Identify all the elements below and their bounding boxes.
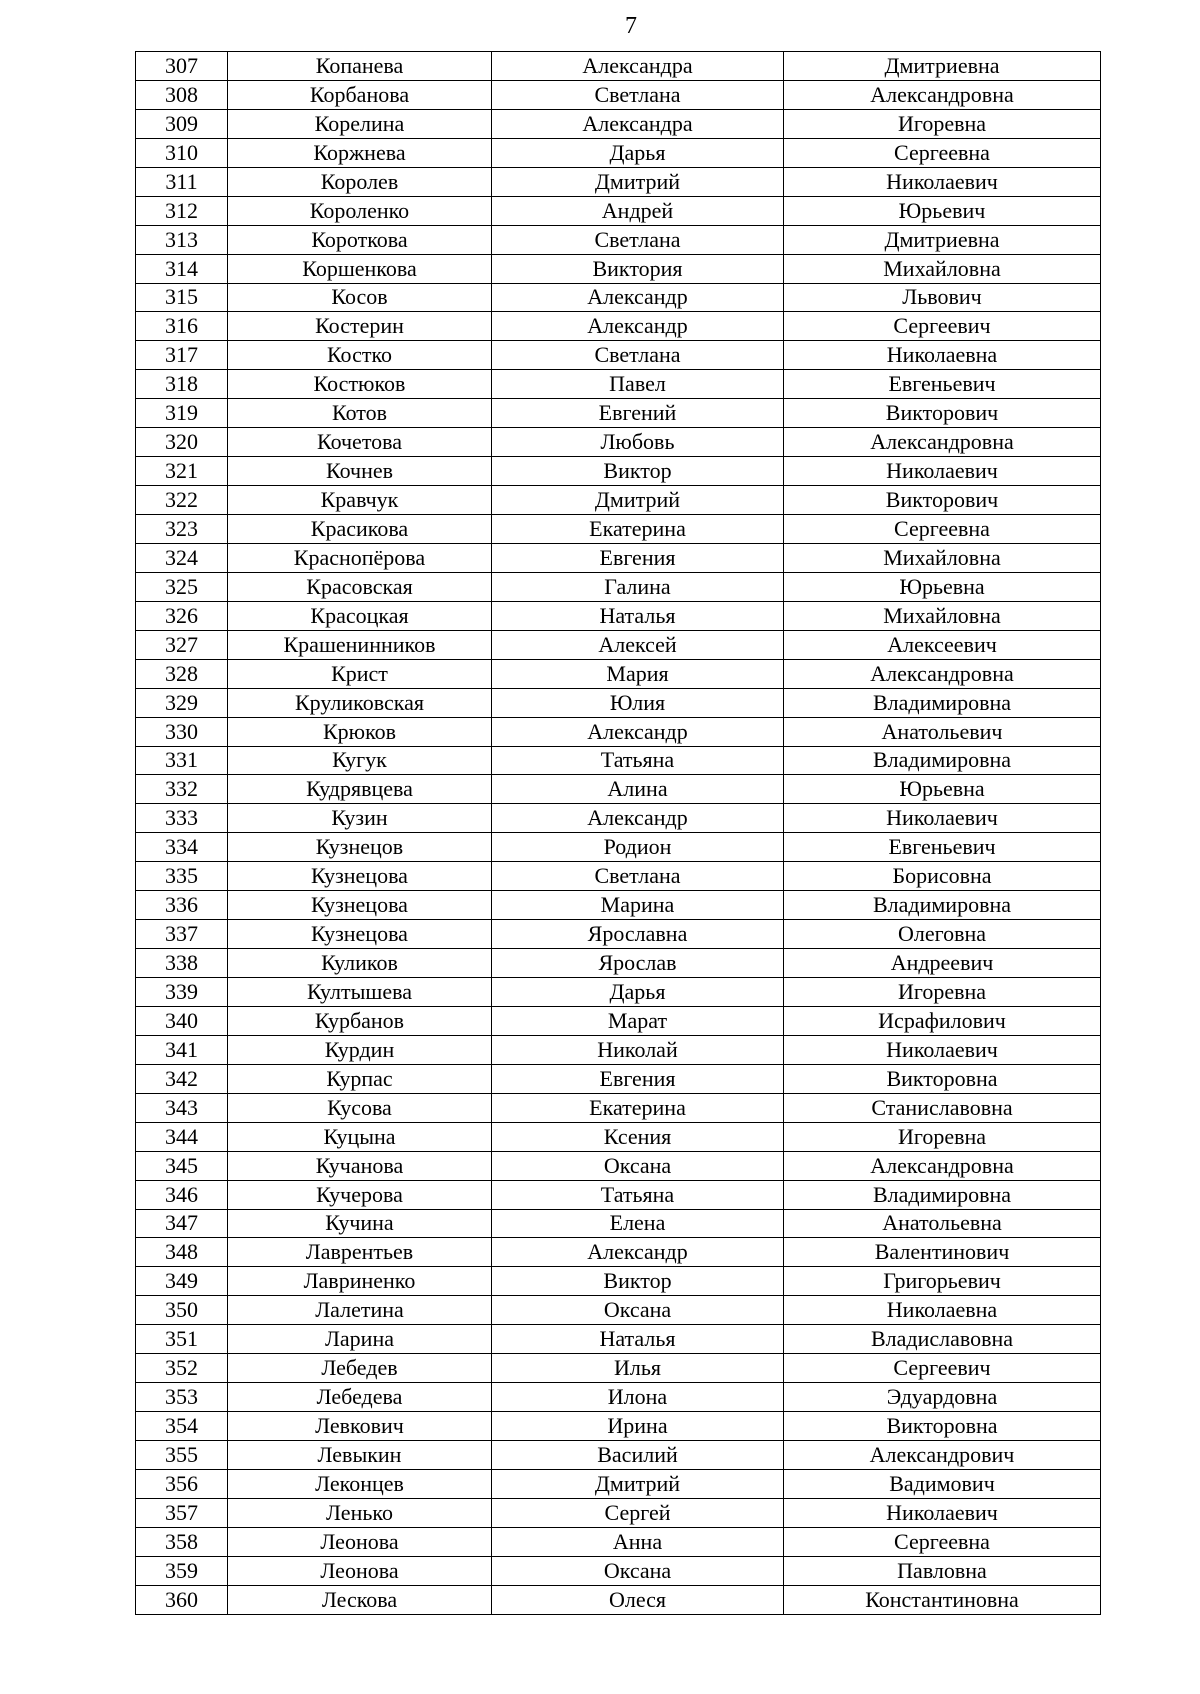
patronymic-cell: Алексеевич <box>784 630 1101 659</box>
table-row <box>136 1412 1101 1441</box>
last-name-cell: Костко <box>228 341 492 370</box>
patronymic-cell: Владимировна <box>784 1180 1101 1209</box>
first-name-cell: Ксения <box>492 1122 784 1151</box>
patronymic-cell: Вадимович <box>784 1469 1101 1498</box>
patronymic-cell: Андреевич <box>784 949 1101 978</box>
first-name-cell: Ярослав <box>492 949 784 978</box>
last-name-cell: Кусова <box>228 1093 492 1122</box>
last-name-cell: Кучанова <box>228 1151 492 1180</box>
table-row <box>136 254 1101 283</box>
row-number-cell: 308 <box>136 80 228 109</box>
patronymic-cell: Владимировна <box>784 688 1101 717</box>
row-number-cell: 357 <box>136 1498 228 1527</box>
table-row <box>136 196 1101 225</box>
row-number-cell: 310 <box>136 138 228 167</box>
patronymic-cell: Анатольевич <box>784 717 1101 746</box>
table-row <box>136 428 1101 457</box>
row-number-cell: 311 <box>136 167 228 196</box>
patronymic-cell: Львович <box>784 283 1101 312</box>
table-row <box>136 804 1101 833</box>
table-row <box>136 543 1101 572</box>
last-name-cell: Леконцев <box>228 1469 492 1498</box>
row-number-cell: 337 <box>136 920 228 949</box>
last-name-cell: Курбанов <box>228 1006 492 1035</box>
row-number-cell: 351 <box>136 1325 228 1354</box>
last-name-cell: Курдин <box>228 1035 492 1064</box>
table-row <box>136 1035 1101 1064</box>
row-number-cell: 356 <box>136 1469 228 1498</box>
row-number-cell: 340 <box>136 1006 228 1035</box>
row-number-cell: 339 <box>136 978 228 1007</box>
patronymic-cell: Константиновна <box>784 1585 1101 1614</box>
table-row <box>136 833 1101 862</box>
patronymic-cell: Игоревна <box>784 109 1101 138</box>
table-row <box>136 1585 1101 1614</box>
first-name-cell: Юлия <box>492 688 784 717</box>
first-name-cell: Виктор <box>492 457 784 486</box>
first-name-cell: Галина <box>492 572 784 601</box>
patronymic-cell: Николаевич <box>784 1035 1101 1064</box>
row-number-cell: 330 <box>136 717 228 746</box>
row-number-cell: 331 <box>136 746 228 775</box>
patronymic-cell: Игоревна <box>784 978 1101 1007</box>
table-row <box>136 312 1101 341</box>
row-number-cell: 321 <box>136 457 228 486</box>
row-number-cell: 322 <box>136 486 228 515</box>
first-name-cell: Оксана <box>492 1296 784 1325</box>
patronymic-cell: Александровна <box>784 1151 1101 1180</box>
table-row <box>136 688 1101 717</box>
row-number-cell: 353 <box>136 1383 228 1412</box>
first-name-cell: Ярославна <box>492 920 784 949</box>
table-row <box>136 1151 1101 1180</box>
row-number-cell: 359 <box>136 1556 228 1585</box>
last-name-cell: Крист <box>228 659 492 688</box>
patronymic-cell: Юрьевич <box>784 196 1101 225</box>
row-number-cell: 333 <box>136 804 228 833</box>
first-name-cell: Александр <box>492 283 784 312</box>
patronymic-cell: Юрьевна <box>784 775 1101 804</box>
row-number-cell: 344 <box>136 1122 228 1151</box>
last-name-cell: Косов <box>228 283 492 312</box>
first-name-cell: Родион <box>492 833 784 862</box>
table-row <box>136 138 1101 167</box>
patronymic-cell: Николаевич <box>784 1498 1101 1527</box>
last-name-cell: Крюков <box>228 717 492 746</box>
row-number-cell: 327 <box>136 630 228 659</box>
patronymic-cell: Олеговна <box>784 920 1101 949</box>
table-row <box>136 659 1101 688</box>
first-name-cell: Мария <box>492 659 784 688</box>
row-number-cell: 355 <box>136 1441 228 1470</box>
row-number-cell: 343 <box>136 1093 228 1122</box>
first-name-cell: Александра <box>492 52 784 81</box>
table-row <box>136 1180 1101 1209</box>
row-number-cell: 338 <box>136 949 228 978</box>
patronymic-cell: Владимировна <box>784 746 1101 775</box>
table-row <box>136 109 1101 138</box>
last-name-cell: Корбанова <box>228 80 492 109</box>
first-name-cell: Екатерина <box>492 1093 784 1122</box>
last-name-cell: Лаврентьев <box>228 1238 492 1267</box>
row-number-cell: 316 <box>136 312 228 341</box>
row-number-cell: 341 <box>136 1035 228 1064</box>
table-row <box>136 746 1101 775</box>
first-name-cell: Дмитрий <box>492 167 784 196</box>
patronymic-cell: Викторович <box>784 486 1101 515</box>
names-table-body <box>136 52 1101 1615</box>
table-row <box>136 1469 1101 1498</box>
patronymic-cell: Николаевна <box>784 341 1101 370</box>
first-name-cell: Светлана <box>492 341 784 370</box>
last-name-cell: Куликов <box>228 949 492 978</box>
patronymic-cell: Викторович <box>784 399 1101 428</box>
row-number-cell: 323 <box>136 515 228 544</box>
row-number-cell: 320 <box>136 428 228 457</box>
first-name-cell: Светлана <box>492 225 784 254</box>
patronymic-cell: Анатольевна <box>784 1209 1101 1238</box>
first-name-cell: Александр <box>492 312 784 341</box>
last-name-cell: Красовская <box>228 572 492 601</box>
first-name-cell: Дмитрий <box>492 1469 784 1498</box>
first-name-cell: Анна <box>492 1527 784 1556</box>
table-row <box>136 1064 1101 1093</box>
table-row <box>136 1498 1101 1527</box>
table-row <box>136 1441 1101 1470</box>
table-row <box>136 862 1101 891</box>
table-row <box>136 399 1101 428</box>
last-name-cell: Короленко <box>228 196 492 225</box>
patronymic-cell: Владиславовна <box>784 1325 1101 1354</box>
table-row <box>136 80 1101 109</box>
last-name-cell: Кудрявцева <box>228 775 492 804</box>
row-number-cell: 360 <box>136 1585 228 1614</box>
patronymic-cell: Сергеевич <box>784 1354 1101 1383</box>
first-name-cell: Алина <box>492 775 784 804</box>
table-row <box>136 601 1101 630</box>
last-name-cell: Куцына <box>228 1122 492 1151</box>
row-number-cell: 315 <box>136 283 228 312</box>
table-row <box>136 1556 1101 1585</box>
last-name-cell: Копанева <box>228 52 492 81</box>
last-name-cell: Крашенинников <box>228 630 492 659</box>
first-name-cell: Татьяна <box>492 1180 784 1209</box>
table-row <box>136 1354 1101 1383</box>
row-number-cell: 328 <box>136 659 228 688</box>
table-row <box>136 1325 1101 1354</box>
last-name-cell: Лалетина <box>228 1296 492 1325</box>
table-row <box>136 1093 1101 1122</box>
table-row <box>136 1006 1101 1035</box>
last-name-cell: Котов <box>228 399 492 428</box>
table-row <box>136 978 1101 1007</box>
first-name-cell: Оксана <box>492 1556 784 1585</box>
row-number-cell: 349 <box>136 1267 228 1296</box>
row-number-cell: 350 <box>136 1296 228 1325</box>
row-number-cell: 332 <box>136 775 228 804</box>
table-row <box>136 370 1101 399</box>
last-name-cell: Кузнецова <box>228 862 492 891</box>
table-row <box>136 515 1101 544</box>
row-number-cell: 326 <box>136 601 228 630</box>
patronymic-cell: Григорьевич <box>784 1267 1101 1296</box>
first-name-cell: Илья <box>492 1354 784 1383</box>
patronymic-cell: Эдуардовна <box>784 1383 1101 1412</box>
table-row <box>136 457 1101 486</box>
first-name-cell: Виктор <box>492 1267 784 1296</box>
patronymic-cell: Михайловна <box>784 543 1101 572</box>
row-number-cell: 329 <box>136 688 228 717</box>
table-row <box>136 1383 1101 1412</box>
first-name-cell: Екатерина <box>492 515 784 544</box>
row-number-cell: 307 <box>136 52 228 81</box>
table-row <box>136 1122 1101 1151</box>
last-name-cell: Лавриненко <box>228 1267 492 1296</box>
row-number-cell: 352 <box>136 1354 228 1383</box>
table-row <box>136 52 1101 81</box>
row-number-cell: 325 <box>136 572 228 601</box>
table-row <box>136 775 1101 804</box>
patronymic-cell: Владимировна <box>784 891 1101 920</box>
table-row <box>136 630 1101 659</box>
patronymic-cell: Викторовна <box>784 1412 1101 1441</box>
last-name-cell: Леонова <box>228 1527 492 1556</box>
last-name-cell: Кузнецова <box>228 891 492 920</box>
first-name-cell: Евгений <box>492 399 784 428</box>
last-name-cell: Левкович <box>228 1412 492 1441</box>
row-number-cell: 335 <box>136 862 228 891</box>
last-name-cell: Корелина <box>228 109 492 138</box>
row-number-cell: 317 <box>136 341 228 370</box>
last-name-cell: Кучина <box>228 1209 492 1238</box>
first-name-cell: Татьяна <box>492 746 784 775</box>
table-row <box>136 1296 1101 1325</box>
last-name-cell: Кочнев <box>228 457 492 486</box>
table-row <box>136 1209 1101 1238</box>
row-number-cell: 319 <box>136 399 228 428</box>
last-name-cell: Костерин <box>228 312 492 341</box>
first-name-cell: Дарья <box>492 978 784 1007</box>
last-name-cell: Култышева <box>228 978 492 1007</box>
first-name-cell: Светлана <box>492 862 784 891</box>
table-row <box>136 949 1101 978</box>
last-name-cell: Кузин <box>228 804 492 833</box>
patronymic-cell: Михайловна <box>784 601 1101 630</box>
last-name-cell: Курпас <box>228 1064 492 1093</box>
patronymic-cell: Игоревна <box>784 1122 1101 1151</box>
last-name-cell: Красоцкая <box>228 601 492 630</box>
patronymic-cell: Александрович <box>784 1441 1101 1470</box>
first-name-cell: Андрей <box>492 196 784 225</box>
patronymic-cell: Валентинович <box>784 1238 1101 1267</box>
table-row <box>136 1238 1101 1267</box>
row-number-cell: 358 <box>136 1527 228 1556</box>
row-number-cell: 342 <box>136 1064 228 1093</box>
patronymic-cell: Николаевич <box>784 167 1101 196</box>
table-row <box>136 341 1101 370</box>
last-name-cell: Ленько <box>228 1498 492 1527</box>
table-row <box>136 891 1101 920</box>
last-name-cell: Левыкин <box>228 1441 492 1470</box>
page-number: 7 <box>625 13 637 39</box>
patronymic-cell: Павловна <box>784 1556 1101 1585</box>
first-name-cell: Виктория <box>492 254 784 283</box>
last-name-cell: Королев <box>228 167 492 196</box>
row-number-cell: 314 <box>136 254 228 283</box>
last-name-cell: Красикова <box>228 515 492 544</box>
first-name-cell: Евгения <box>492 543 784 572</box>
patronymic-cell: Сергеевна <box>784 515 1101 544</box>
last-name-cell: Кузнецов <box>228 833 492 862</box>
table-row <box>136 283 1101 312</box>
row-number-cell: 346 <box>136 1180 228 1209</box>
patronymic-cell: Борисовна <box>784 862 1101 891</box>
row-number-cell: 354 <box>136 1412 228 1441</box>
patronymic-cell: Сергеевна <box>784 1527 1101 1556</box>
first-name-cell: Александра <box>492 109 784 138</box>
first-name-cell: Ирина <box>492 1412 784 1441</box>
row-number-cell: 324 <box>136 543 228 572</box>
row-number-cell: 347 <box>136 1209 228 1238</box>
first-name-cell: Марина <box>492 891 784 920</box>
patronymic-cell: Сергеевна <box>784 138 1101 167</box>
last-name-cell: Круликовская <box>228 688 492 717</box>
first-name-cell: Оксана <box>492 1151 784 1180</box>
row-number-cell: 348 <box>136 1238 228 1267</box>
patronymic-cell: Александровна <box>784 80 1101 109</box>
last-name-cell: Краснопёрова <box>228 543 492 572</box>
last-name-cell: Кугук <box>228 746 492 775</box>
patronymic-cell: Исрафилович <box>784 1006 1101 1035</box>
row-number-cell: 345 <box>136 1151 228 1180</box>
patronymic-cell: Викторовна <box>784 1064 1101 1093</box>
first-name-cell: Павел <box>492 370 784 399</box>
last-name-cell: Короткова <box>228 225 492 254</box>
last-name-cell: Коржнева <box>228 138 492 167</box>
table-row <box>136 1267 1101 1296</box>
first-name-cell: Василий <box>492 1441 784 1470</box>
row-number-cell: 312 <box>136 196 228 225</box>
patronymic-cell: Николаевич <box>784 804 1101 833</box>
table-row <box>136 486 1101 515</box>
first-name-cell: Николай <box>492 1035 784 1064</box>
patronymic-cell: Николаевна <box>784 1296 1101 1325</box>
first-name-cell: Светлана <box>492 80 784 109</box>
first-name-cell: Любовь <box>492 428 784 457</box>
first-name-cell: Дмитрий <box>492 486 784 515</box>
patronymic-cell: Дмитриевна <box>784 225 1101 254</box>
last-name-cell: Лебедева <box>228 1383 492 1412</box>
last-name-cell: Ларина <box>228 1325 492 1354</box>
table-row <box>136 225 1101 254</box>
first-name-cell: Илона <box>492 1383 784 1412</box>
patronymic-cell: Евгеньевич <box>784 833 1101 862</box>
last-name-cell: Коршенкова <box>228 254 492 283</box>
patronymic-cell: Михайловна <box>784 254 1101 283</box>
patronymic-cell: Дмитриевна <box>784 52 1101 81</box>
first-name-cell: Елена <box>492 1209 784 1238</box>
patronymic-cell: Сергеевич <box>784 312 1101 341</box>
last-name-cell: Кочетова <box>228 428 492 457</box>
last-name-cell: Лескова <box>228 1585 492 1614</box>
last-name-cell: Лебедев <box>228 1354 492 1383</box>
first-name-cell: Евгения <box>492 1064 784 1093</box>
patronymic-cell: Евгеньевич <box>784 370 1101 399</box>
last-name-cell: Костюков <box>228 370 492 399</box>
table-row <box>136 572 1101 601</box>
table-row <box>136 717 1101 746</box>
first-name-cell: Дарья <box>492 138 784 167</box>
last-name-cell: Кузнецова <box>228 920 492 949</box>
table-row <box>136 167 1101 196</box>
row-number-cell: 336 <box>136 891 228 920</box>
first-name-cell: Марат <box>492 1006 784 1035</box>
last-name-cell: Кравчук <box>228 486 492 515</box>
row-number-cell: 313 <box>136 225 228 254</box>
patronymic-cell: Александровна <box>784 659 1101 688</box>
first-name-cell: Сергей <box>492 1498 784 1527</box>
first-name-cell: Александр <box>492 717 784 746</box>
table-row <box>136 920 1101 949</box>
first-name-cell: Олеся <box>492 1585 784 1614</box>
last-name-cell: Леонова <box>228 1556 492 1585</box>
patronymic-cell: Станиславовна <box>784 1093 1101 1122</box>
row-number-cell: 309 <box>136 109 228 138</box>
names-table <box>135 51 1101 1615</box>
table-row <box>136 1527 1101 1556</box>
first-name-cell: Наталья <box>492 601 784 630</box>
first-name-cell: Алексей <box>492 630 784 659</box>
row-number-cell: 318 <box>136 370 228 399</box>
row-number-cell: 334 <box>136 833 228 862</box>
first-name-cell: Наталья <box>492 1325 784 1354</box>
first-name-cell: Александр <box>492 804 784 833</box>
first-name-cell: Александр <box>492 1238 784 1267</box>
last-name-cell: Кучерова <box>228 1180 492 1209</box>
patronymic-cell: Александровна <box>784 428 1101 457</box>
patronymic-cell: Юрьевна <box>784 572 1101 601</box>
patronymic-cell: Николаевич <box>784 457 1101 486</box>
